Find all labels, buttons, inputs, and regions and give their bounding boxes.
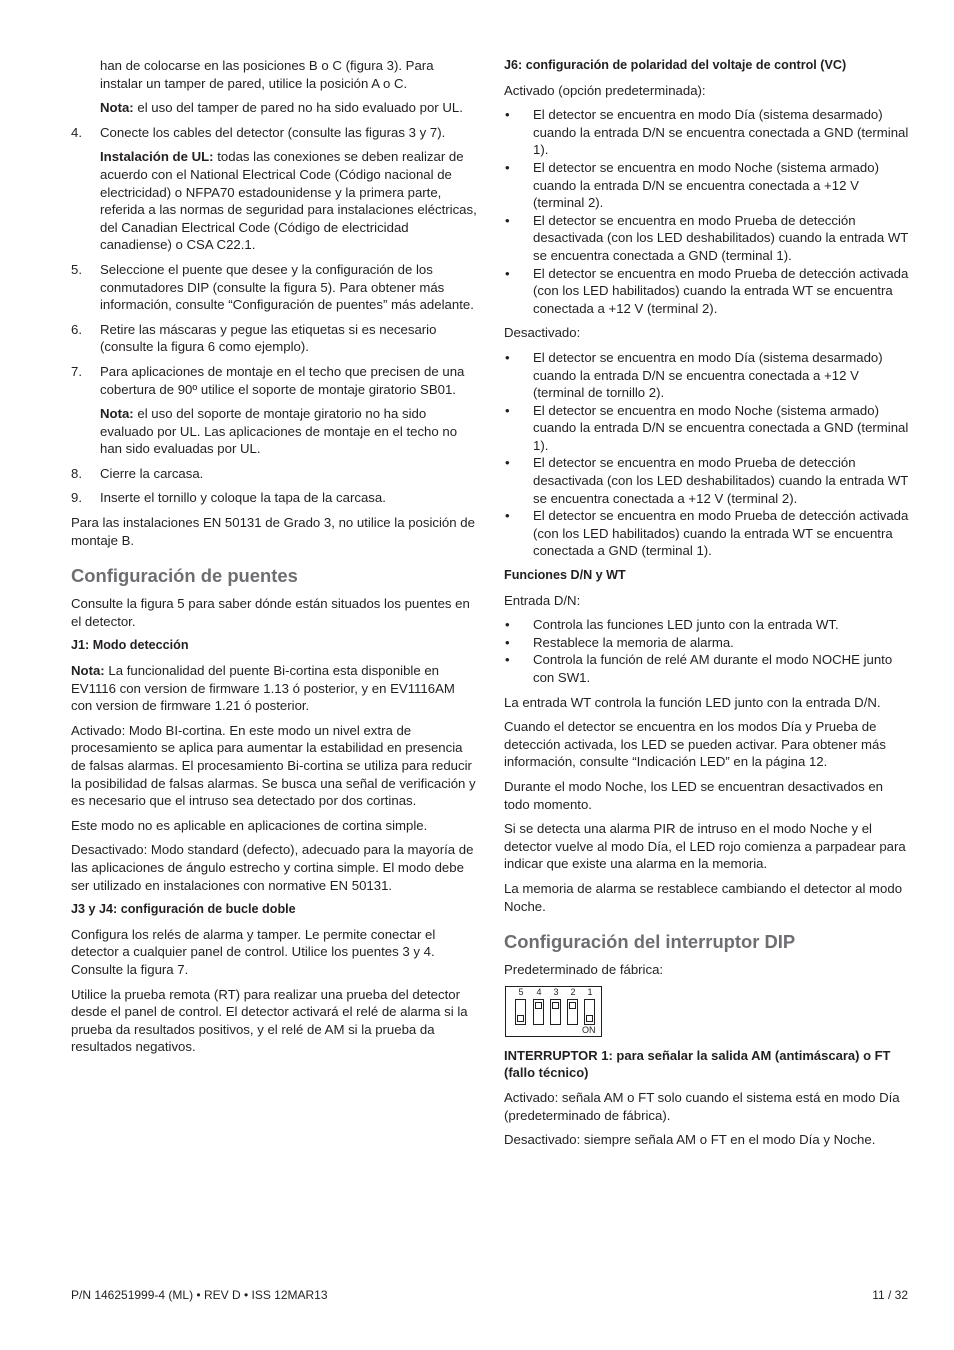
- deactivated-bullet-list: [504, 349, 910, 560]
- ul-label: Instalación de UL:: [100, 149, 214, 165]
- switch-1-activated-paragraph: Activado: señala AM o FT solo cuando el sistema está en modo Día (predeterminado de fábrica).: [504, 1089, 900, 1123]
- list-item: • El detector se encuentra en modo Noche (sistema armado) cuando la entrada D/N se encuentra conectada a GND (terminal 1).: [505, 402, 909, 453]
- heading-jumper-config: Configuración de puentes: [71, 565, 298, 587]
- switch-1-deactivated-paragraph: Desactivado: siempre señala AM o FT en el modo Día y Noche.: [504, 1132, 876, 1148]
- list-item: • Controla la función de relé AM durante el modo NOCHE junto con SW1.: [505, 652, 893, 685]
- step-number: 7.: [71, 363, 82, 379]
- ul-text: todas las conexiones se deben realizar de acuerdo con el National Electrical Code (Código nacional de electricidad) o NFPA70 estadounidense y la primera parte, referida a las normas de seguridad para instalaciones eléctricas, del Canadian Electrical Code (Código de electricidad canadiense) o CSA C22.1.: [100, 149, 477, 253]
- note-swivel-mount: [100, 405, 477, 458]
- j1-note: [71, 662, 477, 715]
- dip-number-3: 3: [553, 986, 559, 997]
- step-number: 8.: [71, 465, 82, 481]
- left-column: [71, 57, 477, 1063]
- dip-switch-knob: [535, 1002, 542, 1009]
- step-text: Inserte el tornillo y coloque la tapa de la carcasa.: [100, 490, 386, 506]
- dn-input-label: Entrada D/N:: [504, 592, 581, 608]
- step-8: [71, 465, 477, 483]
- note-text: el uso del tamper de pared no ha sido evaluado por UL.: [133, 100, 463, 116]
- list-item: • El detector se encuentra en modo Prueba de detección desactivada (con los LED deshabilitados) cuando la entrada WT se encuentra conectada a +12 V (terminal 2).: [505, 455, 909, 506]
- step-number: 9.: [71, 490, 82, 506]
- step-5: [71, 261, 477, 314]
- jumper-intro-paragraph: Consulte la figura 5 para saber dónde están situados los puentes en el detector.: [71, 596, 470, 629]
- j6-heading: J6: configuración de polaridad del voltaje de control (VC): [504, 58, 847, 72]
- dip-number-2: 2: [570, 986, 576, 997]
- step-text: Conecte los cables del detector (consulte las figuras 3 y 7).: [100, 124, 446, 140]
- dip-number-4: 4: [536, 986, 542, 997]
- dip-switch-2: [567, 999, 578, 1025]
- j3-j4-paragraph-2: Utilice la prueba remota (RT) para realizar una prueba del detector desde el panel de control. El detector activará el relé de alarma si la prueba da resultados positivos, y el relé de AM si la prueba da resultados negativos.: [71, 986, 468, 1055]
- dip-switch-knob: [569, 1002, 576, 1009]
- dip-switch-knob: [517, 1015, 524, 1022]
- note-text: La funcionalidad del puente Bi-cortina esta disponible en EV1116 con version de firmware 1.13 ó posterior, y en EV1116AM con version de firmware 1.21 ó posterior.: [71, 663, 455, 714]
- list-item: • El detector se encuentra en modo Día (sistema desarmado) cuando la entrada D/N se encuentra conectada a +12 V (terminal de tornillo 2).: [505, 349, 883, 401]
- dip-number-5: 5: [518, 986, 524, 997]
- intro-paragraph: han de colocarse en las posiciones B o C (figura 3). Para instalar un tamper de pared, utilice la posición A o C.: [100, 58, 434, 91]
- en50131-paragraph: Para las instalaciones EN 50131 de Grado 3, no utilice la posición de montaje B.: [71, 515, 475, 548]
- activated-bullet-list: [504, 106, 910, 317]
- dip-switch-diagram: [505, 986, 602, 1037]
- note-label: Nota:: [100, 406, 134, 422]
- dip-on-label: ON: [582, 1024, 596, 1035]
- dn-wt-functions-heading: Funciones D/N y WT: [504, 568, 626, 583]
- note-wall-tamper: [100, 99, 477, 117]
- list-item: • El detector se encuentra en modo Prueba de detección activada (con los LED habilitados) cuando la entrada WT se encuentra conectada a GND (terminal 1).: [505, 508, 909, 559]
- list-item: • Controla las funciones LED junto con la entrada WT.: [505, 617, 839, 633]
- j1-heading: J1: Modo detección: [71, 638, 189, 653]
- list-item: • Restablece la memoria de alarma.: [505, 634, 734, 650]
- step-text: Retire las máscaras y pegue las etiquetas si es necesario (consulte la figura 6 como ejemplo).: [100, 321, 437, 355]
- dip-switch-knob: [586, 1015, 593, 1022]
- dip-switch-5: [515, 999, 526, 1025]
- wt-paragraph: La entrada WT controla la función LED junto con la entrada D/N.: [504, 694, 881, 710]
- step-9: [71, 489, 477, 507]
- ul-installation-note: [100, 148, 477, 254]
- list-item: • El detector se encuentra en modo Prueba de detección desactivada (con los LED deshabilitados) cuando la entrada WT se encuentra conectada a GND (terminal 1).: [505, 212, 909, 263]
- right-column: [504, 57, 910, 1156]
- deactivated-label: Desactivado:: [504, 325, 581, 341]
- step-number: 4.: [71, 124, 82, 140]
- step-text: Cierre la carcasa.: [100, 465, 204, 481]
- step-text: Seleccione el puente que desee y la configuración de los conmutadores DIP (consulte la figura 5). Para obtener más información, consulte “Configuración de puentes” más adelante.: [100, 261, 474, 313]
- j1-deactivated-paragraph: Desactivado: Modo standard (defecto), adecuado para la mayoría de las aplicaciones de ángulo estrecho y cortina simple. El modo debe ser utilizado en instalaciones con normative EN 50131.: [71, 842, 474, 893]
- activated-label: Activado (opción predeterminada):: [504, 82, 706, 98]
- dn-bullet-list: [504, 616, 910, 686]
- heading-dip-switch-config: Configuración del interruptor DIP: [504, 931, 796, 953]
- dip-switch-3: [550, 999, 561, 1025]
- day-mode-paragraph: Cuando el detector se encuentra en los modos Día y Prueba de detección activada, los LED se pueden activar. Para obtener más información, consulte “Indicación LED” en la página 12.: [504, 719, 886, 770]
- footer-part-number: P/N 146251999-4 (ML) • REV D • ISS 12MAR13: [71, 1288, 328, 1302]
- j3-j4-paragraph-1: Configura los relés de alarma y tamper. Le permite conectar el detector a cualquier panel de control. Utilice los puentes 3 y 4. Consulte la figura 7.: [71, 926, 436, 977]
- pir-alarm-paragraph: Si se detecta una alarma PIR de intruso en el modo Noche y el detector vuelve al modo Día, el LED rojo comienza a parpadear para indicar que existe una alarma en la memoria.: [504, 821, 906, 872]
- note-label: Nota:: [100, 100, 134, 116]
- footer-page-number: 11 / 32: [872, 1288, 908, 1302]
- note-text: el uso del soporte de montaje giratorio no ha sido evaluado por UL. Las aplicaciones de montaje en el techo no han sido evaluadas por UL.: [100, 406, 458, 457]
- j3-j4-heading: J3 y J4: configuración de bucle doble: [71, 902, 296, 917]
- switch-1-heading: INTERRUPTOR 1: para señalar la salida AM (antimáscara) o FT (fallo técnico): [504, 1047, 891, 1081]
- step-6: [71, 321, 477, 356]
- dip-switch-1: [584, 999, 595, 1025]
- step-4: [71, 124, 477, 142]
- j1-activated-paragraph: Activado: Modo BI-cortina. En este modo un nivel extra de procesamiento se aplica para aumentar la estabilidad en presencia de falsas alarmas. El procesamiento Bi-cortina se utiliza para reducir la posibilidad de falsas alarmas. Se busca una señal de verificación y es necesario que el intruso sea detectado por dos cortinas.: [71, 722, 476, 809]
- step-number: 6.: [71, 321, 82, 337]
- night-mode-paragraph: Durante el modo Noche, los LED se encuentran desactivados en todo momento.: [504, 778, 883, 812]
- list-item: • El detector se encuentra en modo Prueba de detección activada (con los LED habilitados) cuando la entrada WT se encuentra conectada a +12 V (terminal 2).: [505, 265, 909, 316]
- dip-number-1: 1: [587, 986, 593, 997]
- alarm-memory-paragraph: La memoria de alarma se restablece cambiando el detector al modo Noche.: [504, 880, 903, 914]
- list-item: • El detector se encuentra en modo Día (sistema desarmado) cuando la entrada D/N se encuentra conectada a GND (terminal 1).: [505, 107, 909, 158]
- dip-switch-knob: [552, 1002, 559, 1009]
- step-number: 5.: [71, 261, 82, 277]
- note-label: Nota:: [71, 663, 105, 679]
- step-text: Para aplicaciones de montaje en el techo que precisen de una cobertura de 90º utilice el soporte de montaje giratorio SB01.: [100, 363, 465, 397]
- factory-default-label: Predeterminado de fábrica:: [504, 962, 664, 978]
- dip-switch-4: [533, 999, 544, 1025]
- step-7: [71, 363, 477, 398]
- list-item: • El detector se encuentra en modo Noche (sistema armado) cuando la entrada D/N se encuentra conectada a +12 V (terminal 2).: [505, 159, 879, 211]
- j1-not-applicable-paragraph: Este modo no es aplicable en aplicaciones de cortina simple.: [71, 817, 428, 833]
